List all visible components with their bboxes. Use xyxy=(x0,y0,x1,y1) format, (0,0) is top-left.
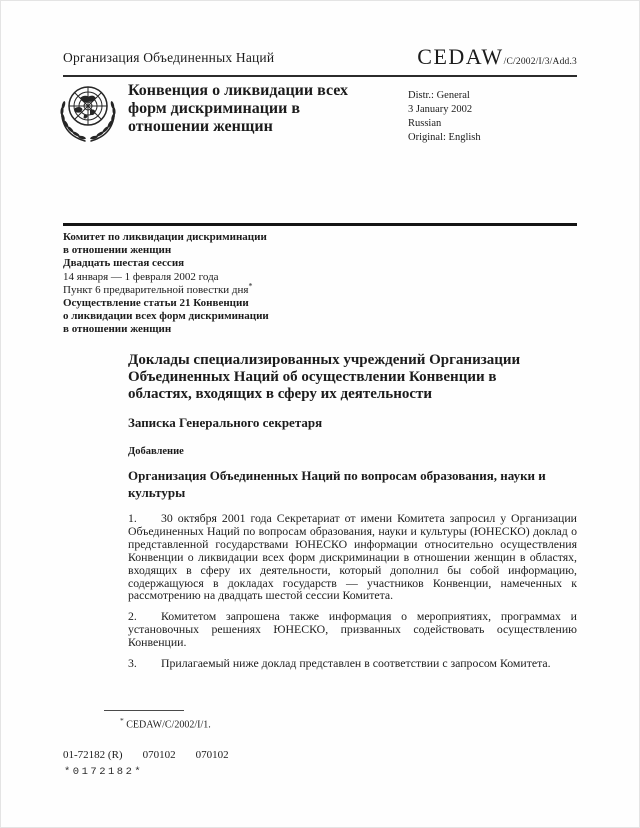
paragraph-text: 30 октября 2001 года Секретариат от имени Комитета запросил у Организации Объединенных Наций по вопросам образования, науки и культуры (ЮНЕСКО) доклад о представленной государствами ЮНЕСКО информации относительно осуществления Конвенции о ликвидации всех форм дискриминации в отношении женщин в областях, входящих в сферу их деятельности, который дополнил бы собой информацию, содержащуюся в докладах государств — участников Конвенции, намеченных к рассмотрению на двадцать шестой сессии Комитета. xyxy=(128,511,577,603)
body-paragraph xyxy=(128,610,577,649)
committee-name-line: в отношении женщин xyxy=(63,244,172,257)
convention-title-line: форм дискриминации в xyxy=(128,100,301,117)
paragraph-text: Прилагаемый ниже доклад представлен в соответствии с запросом Комитета. xyxy=(161,656,551,671)
distr-date: 3 January 2002 xyxy=(408,104,473,115)
convention-title-line: Конвенция о ликвидации всех xyxy=(128,82,349,99)
distr-language: Russian xyxy=(408,118,442,129)
body-paragraph xyxy=(128,657,577,670)
addendum-label: Добавление xyxy=(128,446,184,457)
footnote xyxy=(120,716,211,730)
committee-block xyxy=(63,231,269,337)
document-symbol xyxy=(417,44,577,70)
un-org-name: Организация Объединенных Наций xyxy=(63,50,275,65)
agenda-item-title-line: о ликвидации всех форм дискриминации xyxy=(63,310,269,323)
distr-type: Distr.: General xyxy=(408,90,470,101)
footer-code: 070102 xyxy=(195,749,229,761)
distr-original: Original: English xyxy=(408,132,481,143)
session-dates: 14 января — 1 февраля 2002 года xyxy=(63,270,219,283)
convention-title xyxy=(128,82,368,136)
session-title: Двадцать шестая сессия xyxy=(63,257,185,270)
committee-name-line: Комитет по ликвидации дискриминации xyxy=(63,231,267,243)
paragraph-text: Комитетом запрошена также информация о мероприятиях, программах и установочных решениях ЮНЕСКО, призванных содействовать осуществлению Конвенции. xyxy=(128,609,577,650)
document-symbol-main: CEDAW xyxy=(417,44,504,69)
agenda-item-title-line: в отношении женщин xyxy=(63,323,172,336)
barcode-text: *0172182* xyxy=(64,766,144,778)
agenda-item-text: Пункт 6 предварительной повестки дня xyxy=(63,283,249,296)
document-subtitle: Записка Генерального секретаря xyxy=(128,415,323,430)
paragraph-number: 2. xyxy=(128,609,137,624)
paragraph-number: 3. xyxy=(128,656,137,671)
distribution-block xyxy=(408,89,481,145)
footer-job-line xyxy=(63,749,249,761)
main-content xyxy=(128,352,577,670)
convention-title-line: отношении женщин xyxy=(128,118,273,135)
header-divider xyxy=(63,75,577,77)
document-title: Доклады специализированных учреждений Организации Объединенных Наций об осуществлении Конвенции в областях, входящих в сферу их деятельности xyxy=(128,352,521,402)
footnote-divider xyxy=(104,710,184,711)
agenda-item xyxy=(63,281,269,297)
footnote-text: CEDAW/C/2002/I/1. xyxy=(126,719,211,731)
un-emblem-icon xyxy=(55,79,121,145)
body-paragraph xyxy=(128,512,577,602)
agenda-item-title-line: Осуществление статьи 21 Конвенции xyxy=(63,297,249,310)
paragraph-number: 1. xyxy=(128,511,137,525)
footer-code: 070102 xyxy=(142,749,176,761)
section-heading: Организация Объединенных Наций по вопросам образования, науки и культуры xyxy=(128,468,546,500)
job-number: 01-72182 (R) xyxy=(63,749,123,761)
document-symbol-suffix: /C/2002/I/3/Add.3 xyxy=(503,57,577,67)
masthead-divider xyxy=(63,223,577,226)
agenda-footnote-marker: * xyxy=(248,281,253,291)
footnote-marker: * xyxy=(120,716,124,725)
